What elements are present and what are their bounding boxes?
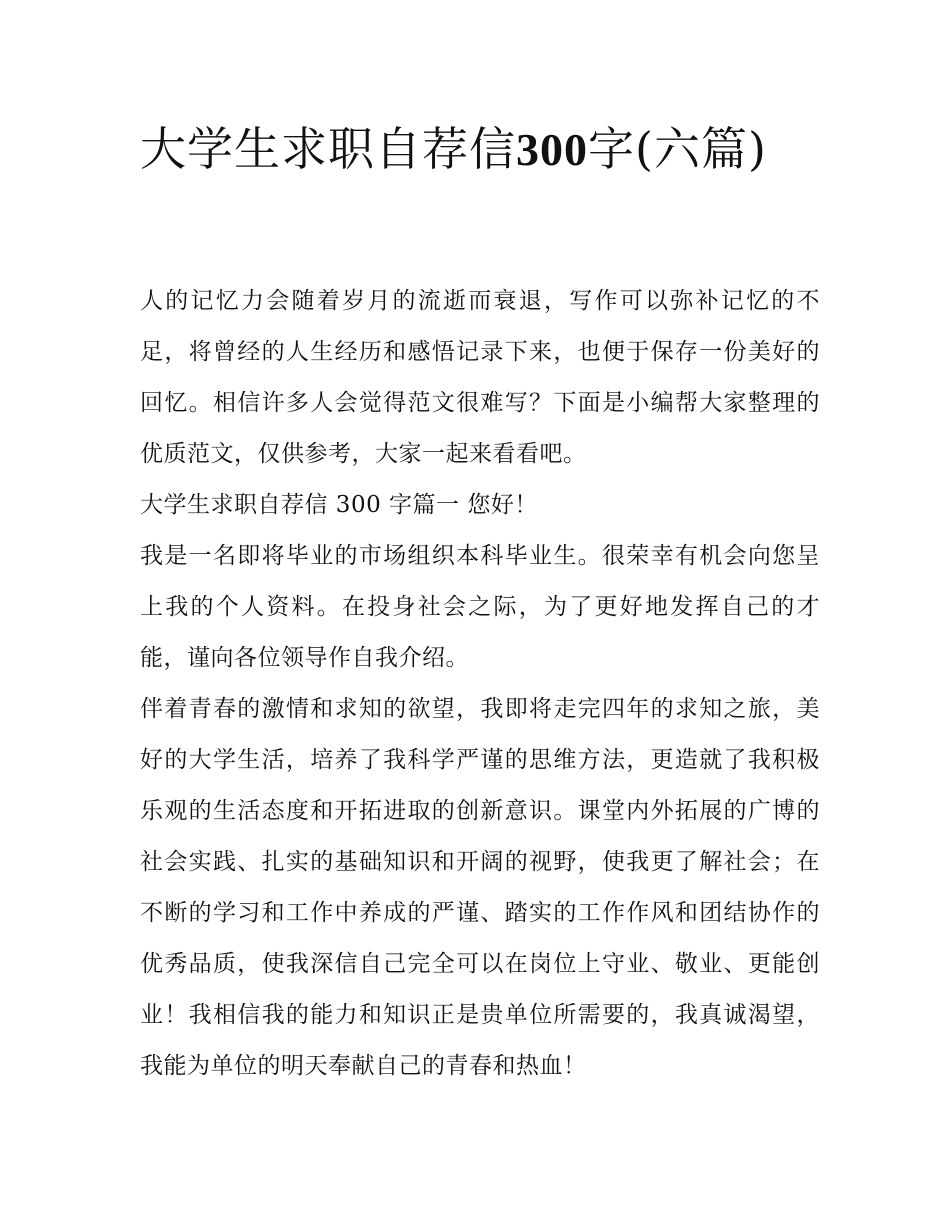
title-text-part2: 字(六篇) xyxy=(588,122,767,176)
document-body xyxy=(140,276,820,1092)
title-number: 300 xyxy=(516,124,588,175)
intro-paragraph: 人的记忆力会随着岁月的流逝而衰退，写作可以弥补记忆的不足，将曾经的人生经历和感悟记录下来，也便于保存一份美好的回忆。相信许多人会觉得范文很难写？下面是小编帮大家整理的优质范文，仅供参考，大家一起来看看吧。 xyxy=(140,288,820,467)
body-paragraph: 伴着青春的激情和求知的欲望，我即将走完四年的求知之旅，美好的大学生活，培养了我科学严谨的思维方法，更造就了我积极乐观的生活态度和开拓进取的创新意识。课堂内外拓展的广博的社会实践、扎实的基础知识和开阔的视野，使我更了解社会；在不断的学习和工作中养成的严谨、踏实的工作作风和团结协作的优秀品质，使我深信自己完全可以在岗位上守业、敬业、更能创业！我相信我的能力和知识正是贵单位所需要的，我真诚渴望，我能为单位的明天奉献自己的青春和热血！ xyxy=(140,696,820,1079)
section-heading-paragraph: 大学生求职自荐信 300 字篇一 您好！ xyxy=(140,492,538,518)
self-introduction-paragraph: 我是一名即将毕业的市场组织本科毕业生。很荣幸有机会向您呈上我的个人资料。在投身社会之际，为了更好地发挥自己的才能，谨向各位领导作自我介绍。 xyxy=(140,543,820,671)
document-title xyxy=(140,112,820,187)
title-text-part1: 大学生求职自荐信 xyxy=(140,122,516,176)
